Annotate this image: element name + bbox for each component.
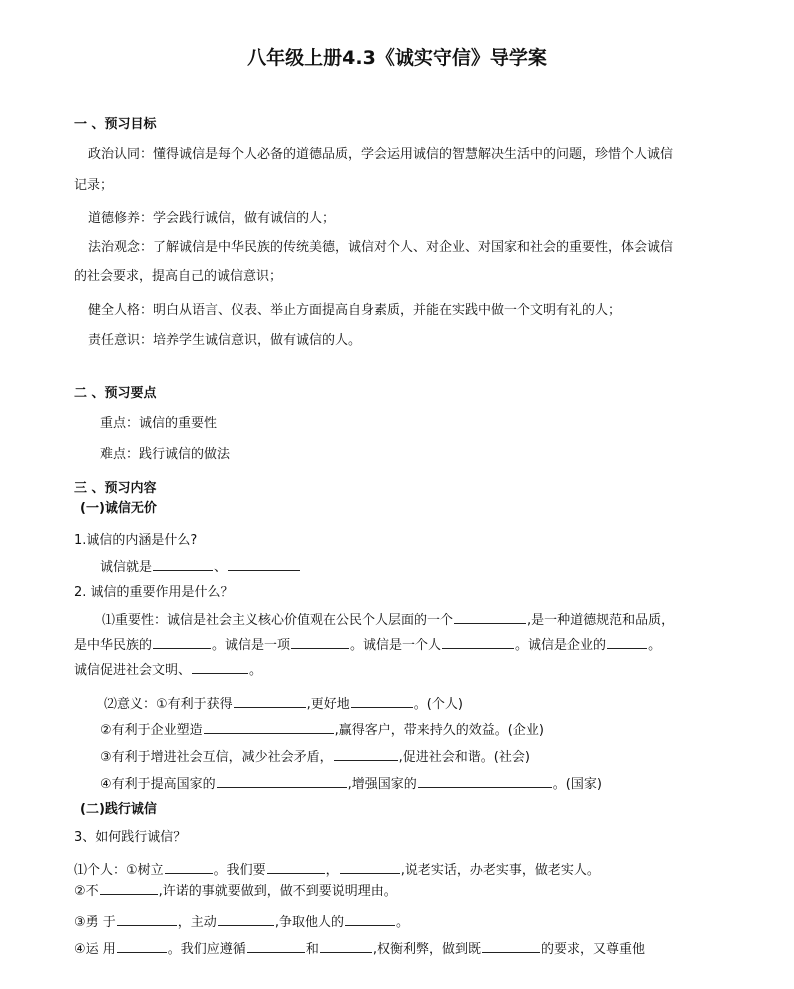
- blank: [267, 860, 325, 874]
- blank: [228, 557, 300, 571]
- blank: [153, 635, 211, 649]
- objective-moral: 道德修养：学会践行诚信，做有诚信的人；: [88, 211, 336, 226]
- objective-political: 政治认同：懂得诚信是每个人必备的道德品质，学会运用诚信的智慧解决生活中的问题，珍惜个人诚信: [88, 147, 674, 162]
- subheading-practice-integrity: (二)践行诚信: [80, 802, 157, 817]
- blank: [218, 912, 274, 926]
- blank: [334, 747, 398, 761]
- question-3: 3、如何践行诚信？: [74, 830, 187, 845]
- difficult-point: 难点：践行诚信的做法: [100, 447, 231, 462]
- meaning-nation: ④有利于提高国家的 ,增强国家的 。(国家): [100, 774, 602, 794]
- blank: [442, 635, 514, 649]
- meaning-society: ③有利于增进社会互信，减少社会矛盾， ,促进社会和谐。(社会): [100, 747, 530, 767]
- objective-political-cont: 记录；: [74, 178, 114, 193]
- section-heading-content: 三 、预习内容: [74, 481, 157, 496]
- blank: [192, 660, 248, 674]
- blank: [117, 912, 177, 926]
- objective-law: 法治观念：了解诚信是中华民族的传统美德，诚信对个人、对企业、对国家和社会的重要性，体会诚信: [88, 240, 674, 255]
- objective-personality: 健全人格：明白从语言、仪表、举止方面提高自身素质，并能在实践中做一个文明有礼的人；: [88, 303, 622, 318]
- blank: [117, 939, 167, 953]
- blank: [340, 860, 400, 874]
- blank: [351, 694, 413, 708]
- subheading-integrity-priceless: (一)诚信无价: [80, 501, 157, 516]
- importance-line-3: 诚信促进社会文明、 。: [74, 660, 262, 680]
- blank: [165, 860, 213, 874]
- practice-line-2: ②不 ,许诺的事就要做到，做不到要说明理由。: [74, 881, 397, 901]
- section-heading-keypoints: 二 、预习要点: [74, 386, 157, 401]
- blank: [345, 912, 395, 926]
- section-heading-objectives: 一 、预习目标: [74, 117, 157, 132]
- key-point: 重点：诚信的重要性: [100, 416, 218, 431]
- objective-law-cont: 的社会要求，提高自己的诚信意识；: [74, 269, 283, 284]
- question-1: 1.诚信的内涵是什么?: [74, 533, 198, 548]
- blank: [247, 939, 305, 953]
- importance-line-1: ⑴重要性：诚信是社会主义核心价值观在公民个人层面的一个 ,是一种道德规范和品质，: [102, 610, 674, 630]
- blank: [418, 774, 552, 788]
- blank: [217, 774, 347, 788]
- importance-line-2: 是中华民族的 。诚信是一项 。诚信是一个人 。诚信是企业的 。: [74, 635, 661, 655]
- blank: [204, 720, 334, 734]
- answer-1: 诚信就是 、: [100, 557, 301, 577]
- blank: [153, 557, 213, 571]
- meaning-enterprise: ②有利于企业塑造 ,赢得客户，带来持久的效益。(企业): [100, 720, 544, 740]
- blank: [100, 881, 158, 895]
- blank: [234, 694, 306, 708]
- blank: [607, 635, 647, 649]
- question-2: 2. 诚信的重要作用是什么？: [74, 585, 234, 600]
- blank: [482, 939, 540, 953]
- page-title: 八年级上册4.3《诚实守信》导学案: [247, 47, 547, 69]
- objective-responsibility: 责任意识：培养学生诚信意识，做有诚信的人。: [88, 333, 362, 348]
- blank: [320, 939, 372, 953]
- blank: [291, 635, 349, 649]
- blank: [454, 610, 526, 624]
- practice-line-4: ④运 用 。我们应遵循 和 ,权衡利弊，做到既 的要求，又尊重他: [74, 939, 645, 959]
- practice-line-3: ③勇 于 ，主动 ,争取他人的 。: [74, 912, 409, 932]
- practice-line-1: ⑴个人：①树立 。我们要 ， ,说老实话，办老实事，做老实人。: [74, 860, 600, 880]
- meaning-individual: ⑵意义：①有利于获得 ,更好地 。(个人): [104, 694, 463, 714]
